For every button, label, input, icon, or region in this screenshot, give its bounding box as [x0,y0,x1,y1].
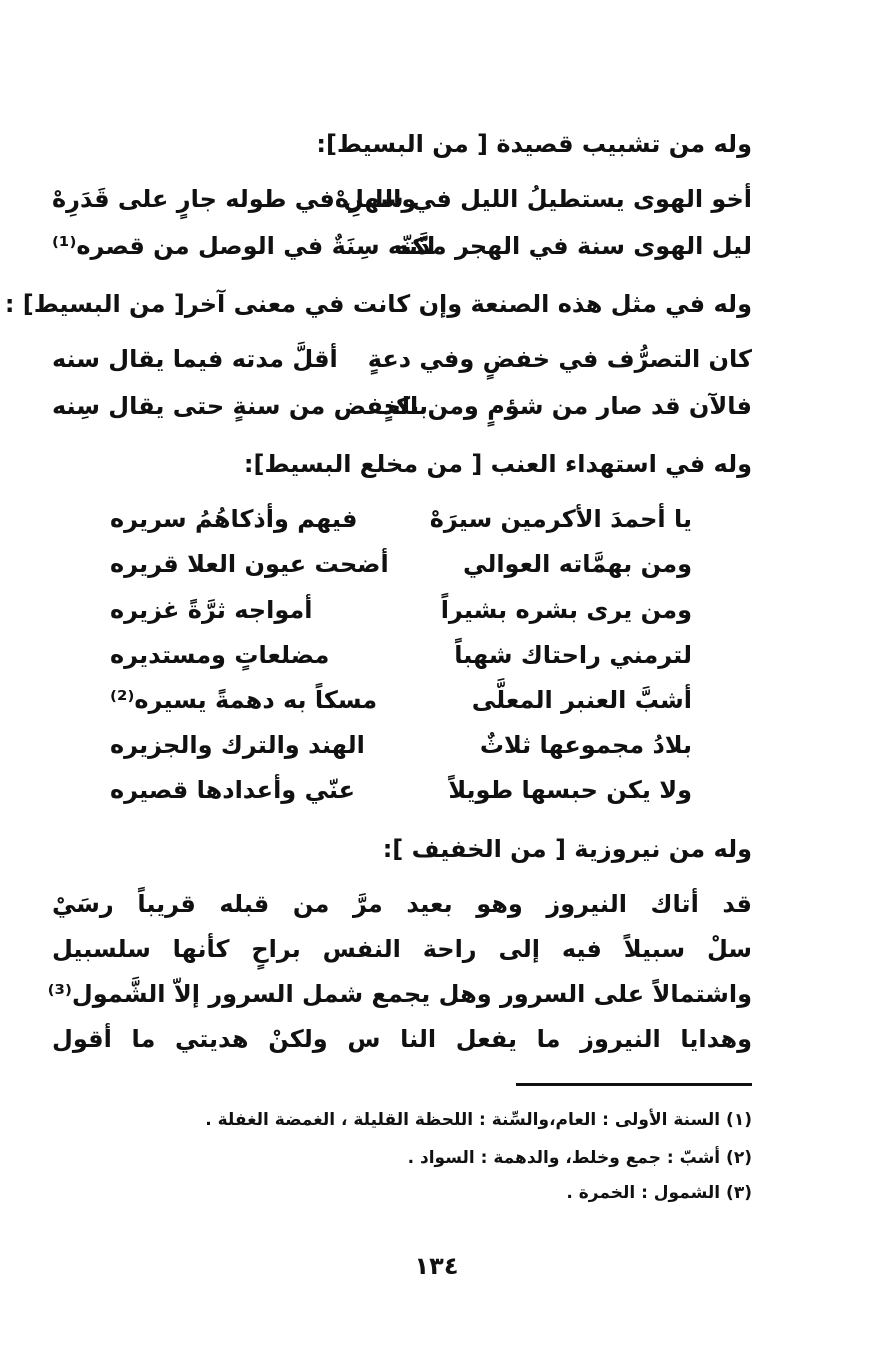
verse-3-5-first: أشبَّ العنبر المعلَّى [471,686,692,714]
poem-line-4-4: وهدايا النيروز ما يفعل النا س ولكنْ هديتي ما أقول [52,1025,752,1053]
footnote-3: (٣) الشمول : الخمرة . [566,1183,752,1203]
verse-1-1-first: أخو الهوى يستطيلُ الليل في سهرِهْ [334,185,752,213]
footnote-separator [516,1083,752,1086]
verse-3-7-second: عنّي وأعدادها قصيره [110,776,356,804]
verse-2-2-second: بالخفض من سنةٍ حتى يقال سِنه [52,392,428,420]
verse-3-4-second: مضلعاتٍ ومستديره [110,641,330,669]
verse-3-7-first: ولا يكن حبسها طويلاً [448,776,692,804]
footnote-2: (٢) أشبّ : جمع وخلط، والدهمة : السواد . [407,1148,752,1168]
poem-line-4-3: واشتمالاً على السرور وهل يجمع شمل السرور إلاّ الشَّمول⁽³⁾ [47,980,752,1008]
verse-2-1-first: كان التصرُّف في خفضٍ وفي دعةٍ [367,345,752,373]
verse-3-6-second: الهند والترك والجزيره [110,731,365,759]
verse-3-1-first: يا أحمدَ الأكرمين سيرَهْ [429,505,692,533]
verse-3-2-second: أضحت عيون العلا قريره [110,550,389,578]
verse-3-5-second: مسكاً به دهمةً يسيره⁽²⁾ [110,686,378,714]
verse-1-2-first: ليل الهوى سنة في الهجر مدَّته [394,232,752,260]
verse-3-1-second: فيهم وأذكاهُمُ سريره [110,505,358,533]
poem-intro-1: وله من تشبيب قصيدة [ من البسيط]: [316,130,752,158]
poem-intro-2: وله في مثل هذه الصنعة وإن كانت في معنى آخر[ من البسيط] : [4,290,752,318]
poem-intro-3: وله في استهداء العنب [ من مخلع البسيط]: [243,450,752,478]
verse-2-1-second: أقلَّ مدته فيما يقال سنه [52,345,338,373]
verse-2-2-first: فالآن قد صار من شؤمٍ ومن نكدٍ [382,392,752,420]
verse-3-3-first: ومن يرى بشره بشيراً [440,596,692,624]
verse-3-6-first: بلادُ مجموعها ثلاثٌ [479,731,692,759]
verse-3-3-second: أمواجه ثرَّةً غزيره [110,596,313,624]
verse-1-2-second: لكنّه سِنَةٌ في الوصل من قصره⁽¹⁾ [52,232,436,260]
verse-1-1-second: والليل في طوله جارٍ على قَدَرِهْ [52,185,417,213]
footnote-1: (١) السنة الأولى : العام،والسِّنة : اللحظة القليلة ، الغمضة الغفلة . [205,1110,752,1130]
poem-line-4-1: قد أتاك النيروز وهو بعيد مرَّ من قبله قريباً رسَيْ [52,890,752,918]
verse-3-2-first: ومن بهمَّاته العوالي [463,550,692,578]
poem-intro-4: وله من نيروزية [ من الخفيف ]: [382,835,752,863]
verse-3-4-first: لترمني راحتاك شهباً [454,641,692,669]
page-number: ١٣٤ [414,1252,459,1280]
poem-line-4-2: سلْ سبيلاً فيه إلى راحة النفس براحٍ كأنها سلسبيل [52,935,752,963]
